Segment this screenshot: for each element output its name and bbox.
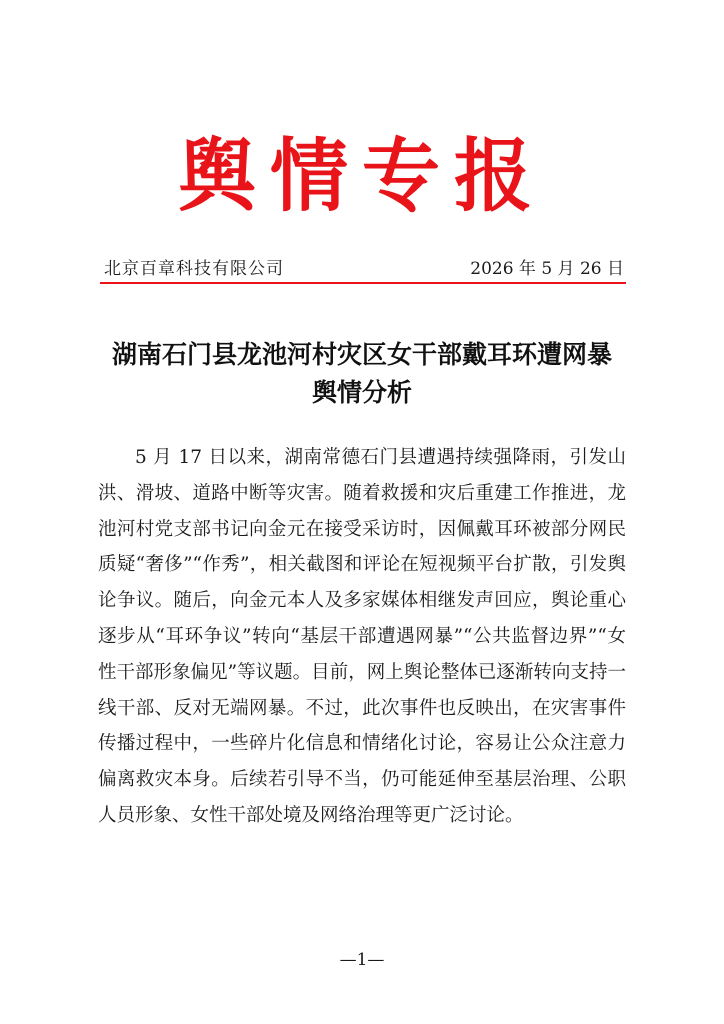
document-title-line-1: 湖南石门县龙池河村灾区女干部戴耳环遭网暴: [111, 340, 612, 369]
red-divider-line: [100, 282, 626, 284]
page-number: —1—: [339, 950, 385, 970]
document-title: [90, 336, 634, 412]
document-title-line-2: 舆情分析: [311, 378, 412, 407]
masthead-title: 舆情专报: [177, 130, 546, 223]
body-paragraph: 5 月 17 日以来，湖南常德石门县遭遇持续强降雨，引发山洪、滑坡、道路中断等灾害。随着救援和灾后重建工作推进，龙池河村党支部书记向金元在接受采访时，因佩戴耳环被部分网民质疑“奢侈”“作秀”，相关截图和评论在短视频平台扩散，引发舆论争议。随后，向金元本人及多家媒体相继发声回应，舆论重心逐步从“耳环争议”转向“基层干部遭遇网暴”“公共监督边界”“女性干部形象偏见”等议题。目前，网上舆论整体已逐渐转向支持一线干部、反对无端网暴。不过，此次事件也反映出，在灾害事件传播过程中，一些碎片化信息和情绪化讨论，容易让公众注意力偏离救灾本身。后续若引导不当，仍可能延伸至基层治理、公职人员形象、女性干部处境及网络治理等更广泛讨论。: [98, 447, 626, 826]
issue-date: 2026 年 5 月 26 日: [470, 259, 624, 279]
issuer-name: 北京百章科技有限公司: [104, 259, 284, 279]
issuer-row: [104, 256, 624, 282]
